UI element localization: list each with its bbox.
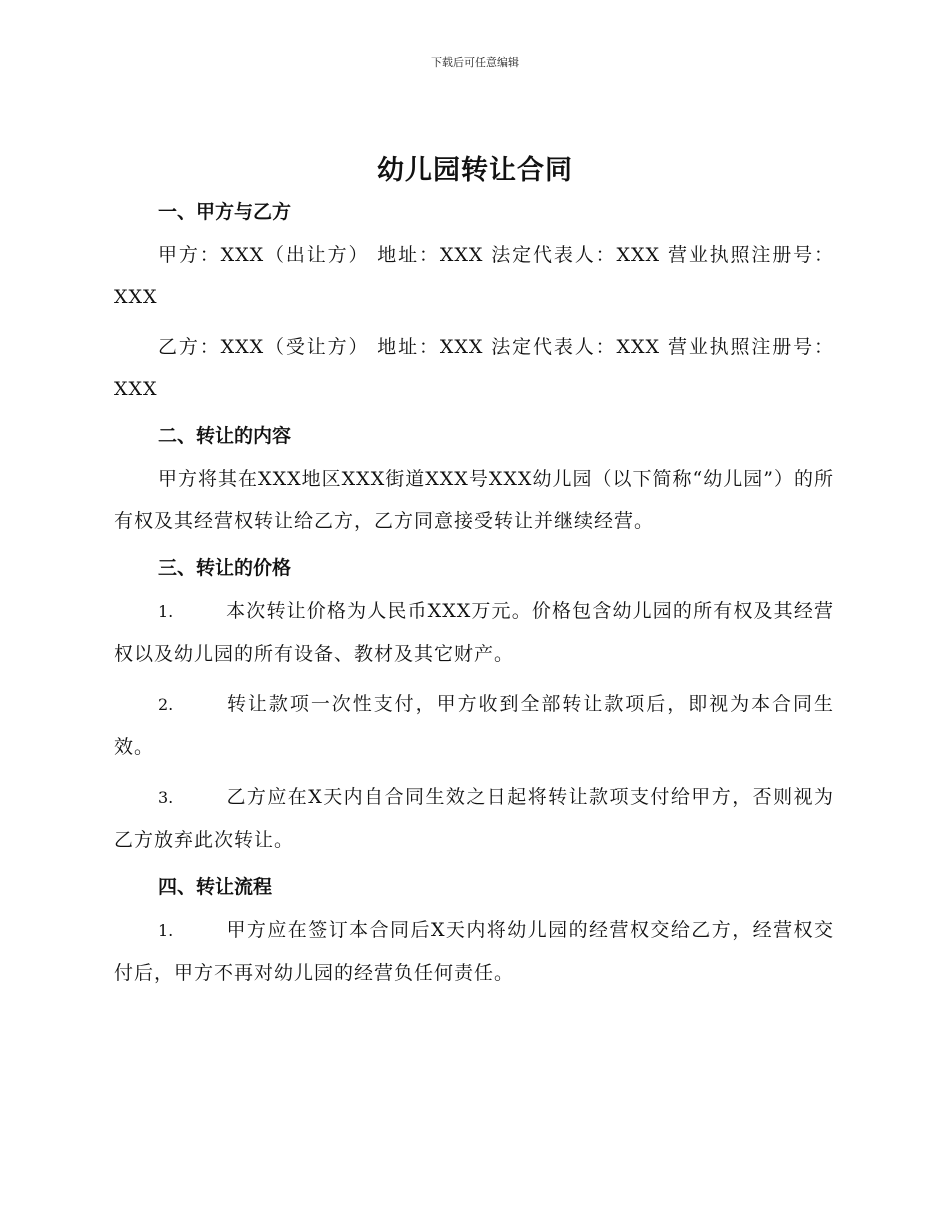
section-heading-content: 二、转让的内容: [158, 425, 292, 447]
item-number: 1.: [158, 921, 174, 940]
document-body: [114, 190, 834, 1002]
item-text: 乙方应在X天内自合同生效之日起将转让款项支付给甲方，否则视为乙方放弃此次转让。: [114, 786, 834, 851]
process-item: [114, 909, 834, 994]
party-b-paragraph: 乙方：XXX（受让方） 地址：XXX 法定代表人：XXX 营业执照注册号：XXX: [114, 336, 834, 400]
item-number: 1.: [158, 602, 174, 621]
section-heading-price: 三、转让的价格: [158, 557, 292, 579]
item-text: 本次转让价格为人民币XXX万元。价格包含幼儿园的所有权及其经营权以及幼儿园的所有设备、教材及其它财产。: [114, 600, 834, 665]
section-heading-process: 四、转让流程: [158, 876, 273, 898]
party-a-paragraph: 甲方：XXX（出让方） 地址：XXX 法定代表人：XXX 营业执照注册号：XXX: [114, 244, 834, 308]
item-number: 3.: [158, 788, 174, 807]
price-item: [114, 683, 834, 768]
price-item: [114, 590, 834, 675]
document-title: 幼儿园转让合同: [377, 155, 573, 186]
item-text: 甲方应在签订本合同后X天内将幼儿园的经营权交给乙方，经营权交付后，甲方不再对幼儿园的经营负任何责任。: [114, 919, 834, 984]
transfer-content-paragraph: 甲方将其在XXX地区XXX街道XXX号XXX幼儿园（以下简称“幼儿园”）的所有权及其经营权转让给乙方，乙方同意接受转让并继续经营。: [114, 468, 834, 532]
price-item: [114, 776, 834, 861]
item-text: 转让款项一次性支付，甲方收到全部转让款项后，即视为本合同生效。: [114, 693, 834, 758]
item-number: 2.: [158, 695, 174, 714]
section-heading-parties: 一、甲方与乙方: [158, 201, 292, 223]
page-header: 下载后可任意编辑: [431, 56, 519, 69]
